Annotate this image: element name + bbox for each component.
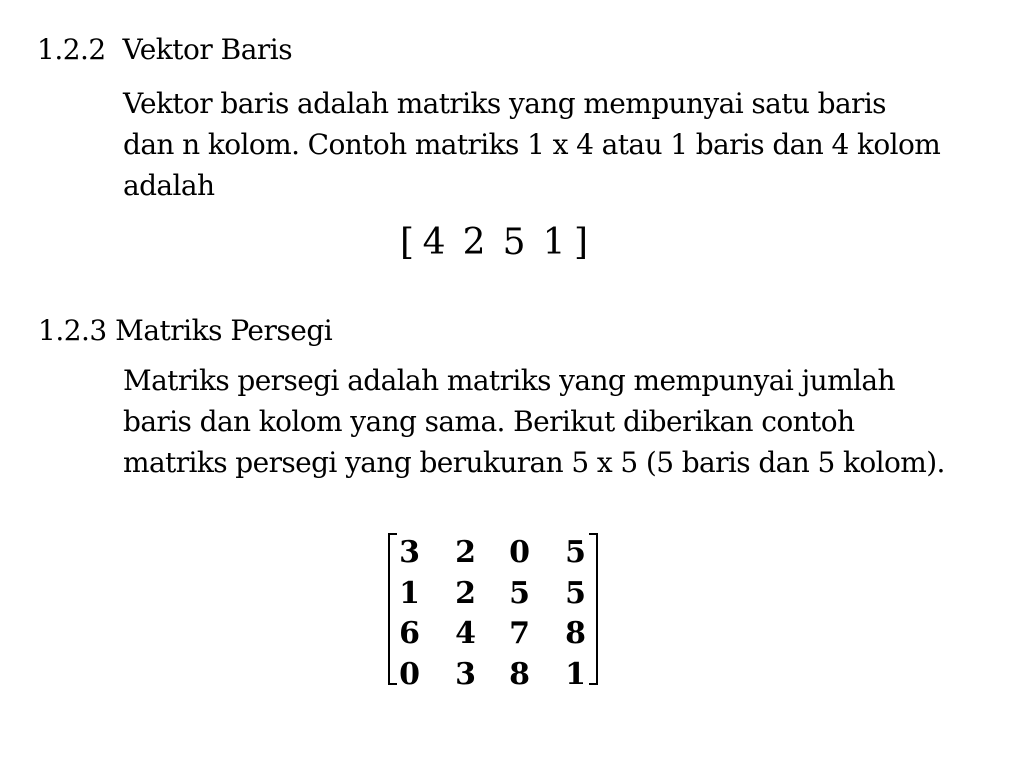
matrix-cell: 8 (565, 616, 586, 651)
matrix-cell: 2 (455, 575, 476, 611)
section-heading-matriks-persegi: 1.2.3 Matriks Persegi (38, 314, 333, 347)
vector-close-bracket: ] (574, 222, 589, 263)
matrix-cell: 3 (455, 656, 476, 692)
vector-entry: 5 (502, 222, 526, 263)
section-heading-vektor-baris: 1.2.2 Vektor Baris (37, 33, 293, 66)
matrix-cell: 5 (509, 575, 530, 611)
paragraph-line: adalah (123, 169, 215, 202)
paragraph-line: matriks persegi yang berukuran 5 x 5 (5 baris dan 5 kolom). (123, 446, 945, 479)
matrix-cell: 1 (565, 656, 586, 692)
matrix-cell: 0 (509, 535, 530, 570)
paragraph-matriks-persegi (123, 360, 945, 483)
vector-entry: 1 (542, 222, 566, 263)
matrix-cell: 8 (509, 656, 530, 692)
matrix-right-bracket (589, 533, 598, 685)
paragraph-line: dan n kolom. Contoh matriks 1 x 4 atau 1 baris dan 4 kolom (123, 128, 941, 161)
paragraph-vektor-baris (123, 83, 940, 206)
square-matrix (388, 533, 598, 692)
matrix-cell: 4 (455, 616, 476, 651)
vector-open-bracket: [ (400, 222, 415, 263)
matrix-cell: 3 (399, 535, 420, 570)
matrix-grid (396, 533, 586, 695)
matrix-cell: 6 (399, 616, 420, 651)
vector-entry: 2 (462, 222, 486, 263)
paragraph-line: Vektor baris adalah matriks yang mempunyai satu baris (123, 87, 886, 120)
matrix-cell: 1 (399, 575, 420, 611)
vector-entry: 4 (422, 222, 446, 263)
matrix-cell: 5 (565, 535, 586, 570)
row-vector (400, 222, 588, 263)
matrix-cell: 7 (509, 616, 530, 651)
paragraph-line: baris dan kolom yang sama. Berikut diberikan contoh (123, 405, 855, 438)
matrix-cell: 2 (455, 535, 476, 570)
paragraph-line: Matriks persegi adalah matriks yang mempunyai jumlah (123, 364, 895, 397)
matrix-cell: 5 (565, 575, 586, 611)
matrix-cell: 0 (399, 656, 420, 692)
